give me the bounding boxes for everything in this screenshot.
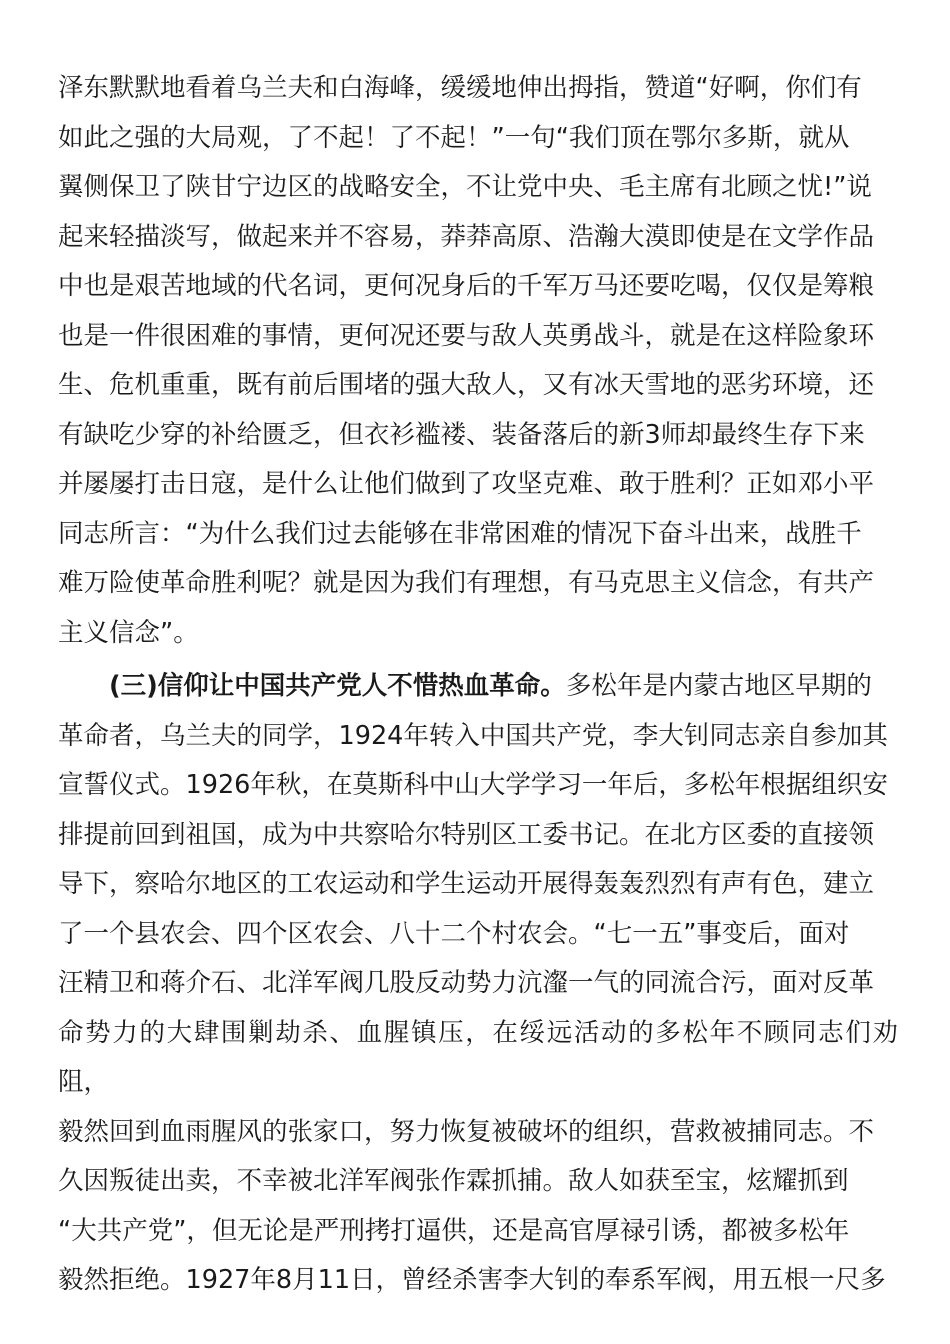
- paragraph-2-body: 多松年是内蒙古地区早期的 革命者，乌兰夫的同学，1924年转入中国共产党，李大钊同志亲自参加其 宣誓仪式。1926年秋，在莫斯科中山大学学习一年后，多松年根据组织安 排提前回到祖国，成为中共察哈尔特别区工委书记。在北方区委的直接领 导下，察哈尔地区的工农运动和学生运动开展得轰轰烈烈有声有色，建立 了一个县农会、四个区农会、八十二个村农会。“七一五”事变后，面对 汪精卫和蒋介石、北洋军阀几股反动势力沆瀣一气的同流合污，面对反革 命势力的大肆围剿劫杀、血腥镇压，在绥远活动的多松年不顾同志们劝阻， 毅然回到血雨腥风的张家口，努力恢复被破坏的组织，营救被捕同志。不 久因叛徒出卖，不幸被北洋军阀张作霖抓捕。敌人如获至宝，炫耀抓到 “大共产党”，但无论是严刑拷打逼供，还是高官厚禄引诱，都被多松年 毅然拒绝。1927年8月11日，曾经杀害李大钊的奉系军阀，用五根一尺多: [58, 671, 898, 1295]
- paragraph-1: 泽东默默地看着乌兰夫和白海峰，缓缓地伸出拇指，赞道“好啊，你们有 如此之强的大局观，了不起！了不起！”一句“我们顶在鄂尔多斯，就从 翼侧保卫了陕甘宁边区的战略安全，不让党中央、毛主席有北顾之忧!”说 起来轻描淡写，做起来并不容易，莽莽高原、浩瀚大漠即使是在文学作品 中也是艰苦地域的代名词，更何况身后的千军万马还要吃喝，仅仅是筹粮 也是一件很困难的事情，更何况还要与敌人英勇战斗，就是在这样险象环 生、危机重重，既有前后围堵的强大敌人，又有冰天雪地的恶劣环境，还 有缺吃少穿的补给匮乏，但衣衫褴褛、装备落后的新3师却最终生存下来 并屡屡打击日寇，是什么让他们做到了攻坚克难、敢于胜利？正如邓小平 同志所言：“为什么我们过去能够在非常困难的情况下奋斗出来，战胜千 难万险使革命胜利呢？就是因为我们有理想，有马克思主义信念，有共产 主义信念”。: [58, 73, 875, 648]
- section-heading-3: (三)信仰让中国共产党人不惜热血革命。: [109, 671, 566, 701]
- paragraph-2: [58, 662, 898, 1306]
